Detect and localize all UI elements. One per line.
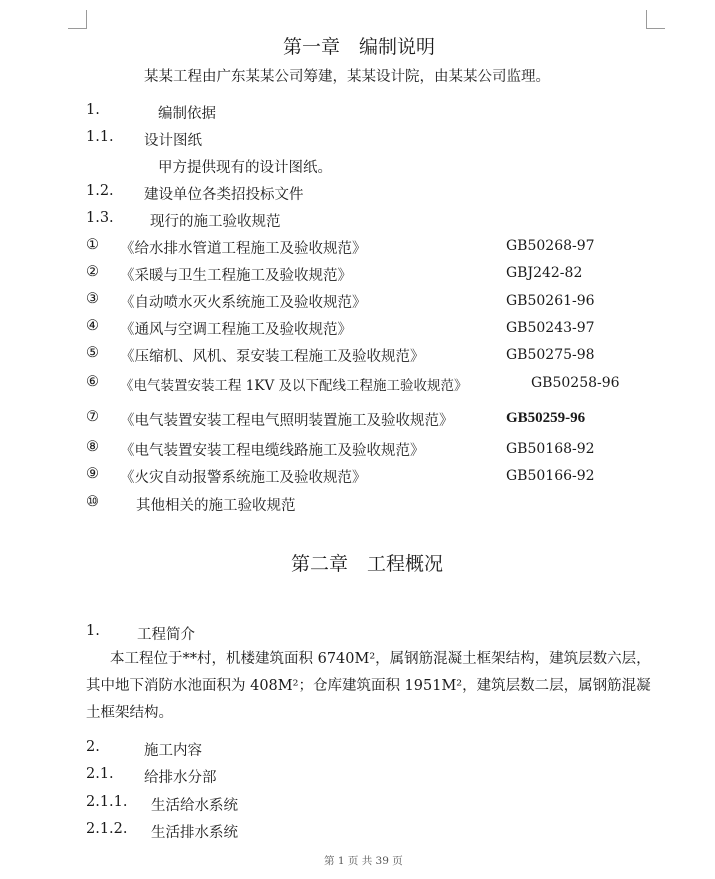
standard-code: GB50275-98 (506, 347, 595, 363)
standard-title: 《自动喷水灭火系统施工及验收规范》 (120, 295, 367, 311)
chapter2-title: 第二章 工程概况 (291, 553, 444, 575)
section-2-2-1-number: 2.1. (86, 766, 114, 782)
margin-corner-top-left (68, 10, 87, 29)
section-1-number: 1. (86, 102, 100, 118)
section-2-2-1-2-number: 2.1.2. (86, 821, 128, 837)
standard-mark: ② (86, 264, 99, 280)
standard-title: 《电气装置安装工程电缆线路施工及验收规范》 (120, 443, 425, 459)
standard-title: 《给水排水管道工程施工及验收规范》 (120, 241, 367, 257)
section-1-2-heading: 建设单位各类招投标文件 (144, 187, 304, 203)
standard-mark: ① (86, 237, 99, 253)
standard-code: GB50268-97 (506, 238, 595, 254)
standard-code: GB50243-97 (506, 320, 595, 336)
standard-code: GB50261-96 (506, 293, 595, 309)
standard-title: 《采暖与卫生工程施工及验收规范》 (120, 268, 352, 284)
project-overview-paragraph: 本工程位于**村，机楼建筑面积 6740M²，属钢筋混凝土框架结构，建筑层数六层，其中地下消防水池面积为 408M²；仓库建筑面积 1951M²，建筑层数二层，属钢筋混凝土框架结构。 (86, 651, 651, 721)
standard-code: GB50258-96 (531, 375, 620, 391)
section-2-2-1-1-number: 2.1.1. (86, 794, 128, 810)
standard-mark: ⑨ (86, 466, 99, 482)
section-1-1-body: 甲方提供现有的设计图纸。 (158, 160, 332, 176)
section-1-3-number: 1.3. (86, 210, 114, 226)
section-1-3-heading: 现行的施工验收规范 (150, 214, 281, 230)
section-2-1-heading: 工程简介 (137, 627, 195, 643)
section-1-1-heading: 设计图纸 (144, 133, 202, 149)
margin-corner-top-right (646, 10, 665, 29)
standard-code: GBJ242-82 (506, 265, 583, 281)
standard-title: 《电气装置安装工程 1KV 及以下配线工程施工验收规范》 (120, 378, 468, 394)
standard-mark: ⑥ (86, 374, 99, 390)
section-2-2-1-1-heading: 生活给水系统 (151, 798, 238, 814)
standard-title: 《火灾自动报警系统施工及验收规范》 (120, 470, 367, 486)
standard-mark: ④ (86, 318, 99, 334)
page-number-footer: 第 1 页 共 39 页 (324, 855, 403, 867)
chapter1-title: 第一章 编制说明 (283, 36, 436, 58)
section-2-1-number: 1. (86, 623, 100, 639)
standard-mark: ⑤ (86, 345, 99, 361)
section-2-2-1-heading: 给排水分部 (144, 770, 217, 786)
standard-title: 《电气装置安装工程电气照明装置施工及验收规范》 (120, 413, 454, 429)
standard-code: GB50168-92 (506, 441, 595, 457)
standard-mark: ③ (86, 291, 99, 307)
section-2-2-heading: 施工内容 (144, 743, 202, 759)
standard-mark: ⑧ (86, 439, 99, 455)
standard-mark: ⑩ (86, 494, 99, 510)
section-1-2-number: 1.2. (86, 183, 114, 199)
standard-code: GB50259-96 (506, 410, 586, 426)
section-2-2-1-2-heading: 生活排水系统 (151, 825, 238, 841)
standard-title: 《通风与空调工程施工及验收规范》 (120, 322, 352, 338)
standard-title: 《压缩机、风机、泵安装工程施工及验收规范》 (120, 349, 425, 365)
standard-code: GB50166-92 (506, 468, 595, 484)
standard-mark: ⑦ (86, 409, 99, 425)
standard-title: 其他相关的施工验收规范 (136, 498, 296, 514)
section-2-2-number: 2. (86, 739, 100, 755)
section-1-heading: 编制依据 (158, 106, 216, 122)
chapter1-intro: 某某工程由广东某某公司筹建，某某设计院，由某某公司监理。 (144, 69, 550, 85)
section-1-1-number: 1.1. (86, 129, 114, 145)
